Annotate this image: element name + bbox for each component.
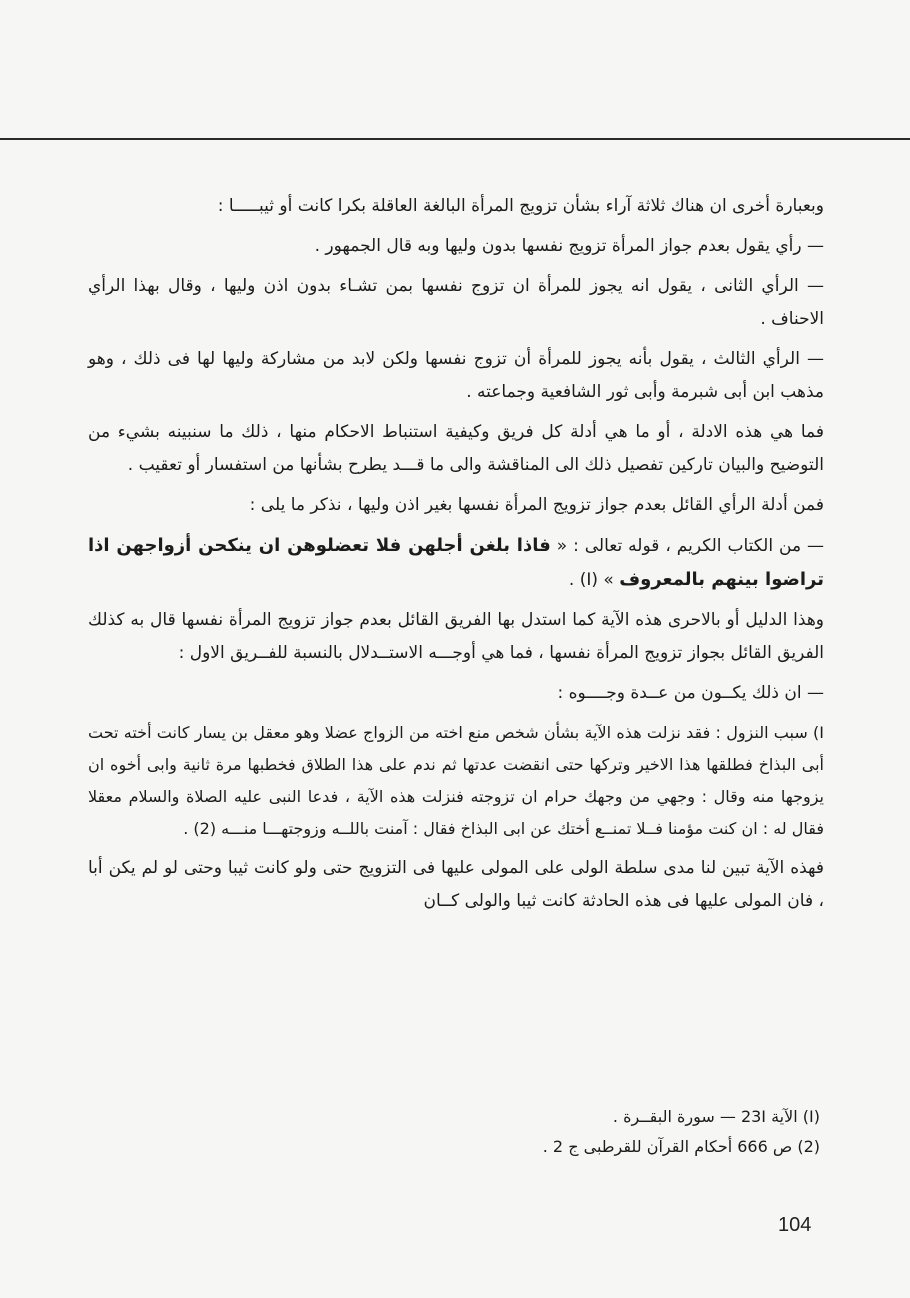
footnote-1: (I) الآية 23I — سورة البقــرة . [612,1107,820,1126]
quran-lead: — من الكتاب الكريم ، قوله تعالى : « [556,536,825,556]
opinion-2: — الرأي الثانى ، يقول انه يجوز للمرأة ان تزوج نفسها بمن تشـاء بدون اذن وليها ، وقال بهذا الرأي الاحناف . [88,276,824,329]
reason-of-revelation: I) سبب النزول : فقد نزلت هذه الآية بشأن شخص منع اخته من الزواج عضلا وهو معقل بن يسار كانت أخته تحت أبى البذاخ فطلقها هذا الاخير وتركها حتى انقضت عدتها ثم ندم على هذا الطلاق فخطبها مرة ثانية وابى أخوه ان يزوجها منه وقال : وجهي من وجهك حرام ان تزوجته فنزلت هذه الآية ، فدعا النبى عليه الصلاة والسلام معقلا فقال له : ان كنت مؤمنا فــلا تمنــع أختك عن ابى البذاخ فقال : آمنت باللــه وزوجتهـــا منـــه (2) . [88,723,824,838]
question-paragraph: فما هي هذه الادلة ، أو ما هي أدلة كل فريق وكيفية استنباط الاحكام منها ، ذلك ما سنبينه بشيء من التوضيح والبيان تاركين تفصيل ذلك الى المناقشة والى ما قـــد يطرح بشأنها من استفسار أو تعقيب . [88,422,824,475]
quran-verse: فاذا بلغن أجلهن فلا تعضلوهن ان ينكحن أزواجهن اذا تراضوا بينهم بالمعروف [88,535,824,590]
aspects-line: — ان ذلك يكــون من عــدة وجــــوه : [557,683,824,703]
opinion-1: — رأي يقول بعدم جواز المرأة تزويج نفسها بدون وليها وبه قال الجمهور . [314,236,824,256]
footnote-2: (2) ص 666 أحكام القرآن للقرطبى ج 2 . [542,1137,820,1156]
intro-paragraph: وبعبارة أخرى ان هناك ثلاثة آراء بشأن تزويج المرأة البالغة العاقلة بكرا كانت أو ثيبـــــا : [217,196,824,216]
analysis-paragraph: وهذا الدليل أو بالاحرى هذه الآية كما استدل بها الفريق القائل بعدم جواز تزويج المرأة نفسها قال به كذلك الفريق القائل بجواز تزويج المرأة نفسها ، فما هي أوجـــه الاستــدلال بالنسبة للفــريق الاول : [88,610,824,663]
conclusion-paragraph: فهذه الآية تبين لنا مدى سلطة الولى على المولى عليها فى التزويج حتى ولو كانت ثيبا وحتى لو لم يكن أبا ، فان المولى عليها فى هذه الحادثة كانت ثيبا والولى كــان [88,858,824,911]
header-rule [0,138,910,140]
quran-evidence [88,529,824,597]
opinion-3: — الرأي الثالث ، يقول بأنه يجوز للمرأة أن تزوج نفسها ولكن لابد من مشاركة وليها لها فى ذلك ، وهو مذهب ابن أبى شبرمة وأبى ثور الشافعية وجماعته . [88,349,824,402]
quran-tail: » (I) . [568,570,614,590]
evidence-intro: فمن أدلة الرأي القائل بعدم جواز تزويج المرأة نفسها بغير اذن وليها ، نذكر ما يلى : [249,495,824,515]
page-body [88,190,824,918]
page-number: 104 [778,1214,812,1236]
footnotes [300,1102,820,1162]
